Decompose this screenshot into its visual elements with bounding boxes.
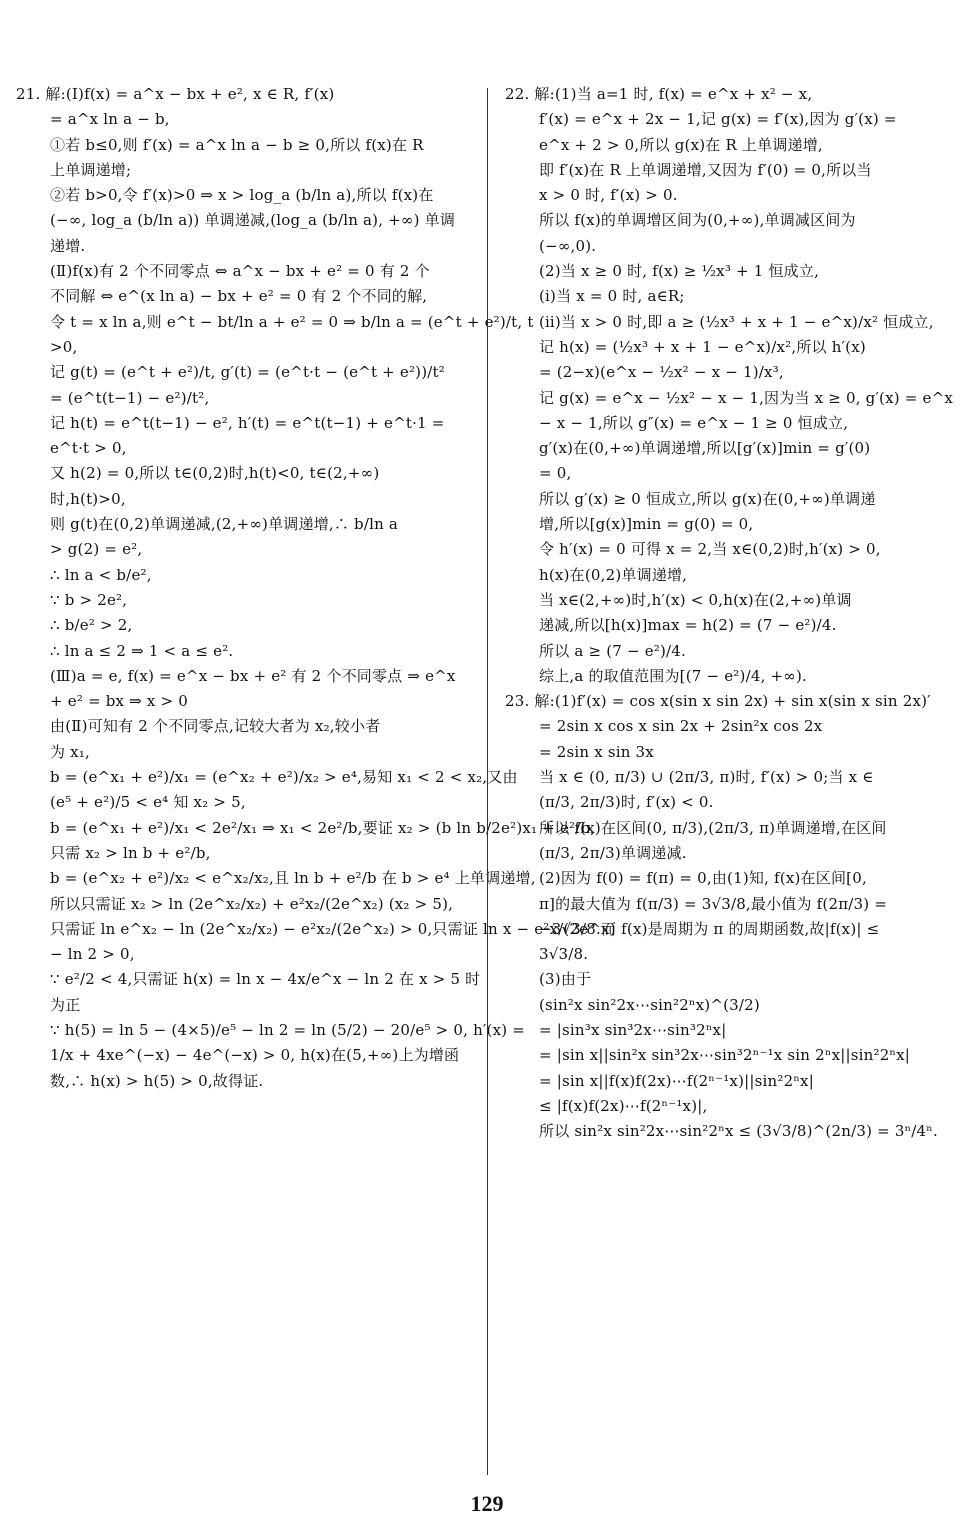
left-column-line: − ln 2 > 0, — [50, 945, 135, 964]
left-column-line: = (e^t(t−1) − e²)/t², — [50, 388, 210, 407]
left-column-line: (e⁵ + e²)/5 < e⁴ 知 x₂ > 5, — [50, 793, 246, 812]
right-column-line: e^x + 2 > 0,所以 g(x)在 R 上单调递增, — [539, 135, 823, 154]
left-column-line: 时,h(t)>0, — [50, 489, 126, 508]
left-column-line: 令 t = x ln a,则 e^t − bt/ln a + e² = 0 ⇒ b/ln a = (e^t + e²)/t, t — [50, 312, 534, 331]
left-column-line: 上单调递增; — [50, 160, 132, 179]
left-column-line: > g(2) = e², — [50, 540, 143, 559]
left-column-line: (Ⅱ)f(x)有 2 个不同零点 ⇔ a^x − bx + e² = 0 有 2 个 — [50, 262, 430, 281]
right-column-line: 23. 解:(1)f′(x) = cos x(sin x sin 2x) + sin x(sin x sin 2x)′ — [505, 692, 931, 711]
right-column-line: 综上,a 的取值范围为[(7 − e²)/4, +∞). — [539, 666, 807, 685]
left-column-line: ∴ ln a ≤ 2 ⇒ 1 < a ≤ e². — [50, 641, 234, 660]
right-column-line: f′(x) = e^x + 2x − 1,记 g(x) = f′(x),因为 g′(x) = — [539, 110, 897, 129]
right-column-line: (−∞,0). — [539, 236, 597, 255]
left-column-line: = a^x ln a − b, — [50, 110, 170, 129]
left-column-line: >0, — [50, 337, 78, 356]
right-column-line: 递减,所以[h(x)]max = h(2) = (7 − e²)/4. — [539, 616, 837, 635]
right-column-line: 记 h(x) = (½x³ + x + 1 − e^x)/x²,所以 h′(x) — [539, 337, 866, 356]
right-column-line: (3)由于 — [539, 970, 592, 989]
right-column-line: = |sin x||f(x)f(2x)⋯f(2ⁿ⁻¹x)||sin²2ⁿx| — [539, 1071, 814, 1090]
right-column-line: 当 x ∈ (0, π/3) ∪ (2π/3, π)时, f′(x) > 0;当 x ∈ — [539, 768, 874, 787]
left-column-line: 记 g(t) = (e^t + e²)/t, g′(t) = (e^t·t − (e^t + e²))/t² — [50, 363, 445, 382]
left-column-line: 则 g(t)在(0,2)单调递减,(2,+∞)单调递增,∴ b/ln a — [50, 515, 399, 534]
left-column-line: b = (e^x₁ + e²)/x₁ = (e^x₂ + e²)/x₂ > e⁴,易知 x₁ < 2 < x₂,又由 — [50, 768, 518, 787]
right-column-line: (sin²x sin²2x⋯sin²2ⁿx)^(3/2) — [539, 995, 760, 1014]
right-column-line: 当 x∈(2,+∞)时,h′(x) < 0,h(x)在(2,+∞)单调 — [539, 590, 852, 609]
left-column-line: (−∞, log_a (b/ln a)) 单调递减,(log_a (b/ln a), +∞) 单调 — [50, 211, 456, 230]
right-column-line: 即 f′(x)在 R 上单调递增,又因为 f′(0) = 0,所以当 — [539, 160, 872, 179]
right-column-line: π]的最大值为 f(π/3) = 3√3/8,最小值为 f(2π/3) = — [539, 894, 888, 913]
right-column-line: = |sin³x sin³2x⋯sin³2ⁿx| — [539, 1020, 727, 1039]
left-column-line: ②若 b>0,令 f′(x)>0 ⇒ x > log_a (b/ln a),所以 f(x)在 — [50, 186, 434, 205]
right-column-line: 所以 sin²x sin²2x⋯sin²2ⁿx ≤ (3√3/8)^(2n/3) = 3ⁿ/4ⁿ. — [539, 1122, 938, 1141]
left-column-line: 21. 解:(Ⅰ)f(x) = a^x − bx + e², x ∈ R, f′(x) — [16, 85, 335, 103]
page-number: 129 — [470, 1491, 504, 1516]
right-column-line: 记 g(x) = e^x − ½x² − x − 1,因为当 x ≥ 0, g′(x) = e^x — [539, 388, 954, 407]
left-column-line: ∵ e²/2 < 4,只需证 h(x) = ln x − 4x/e^x − ln 2 在 x > 5 时 — [50, 970, 481, 989]
right-column-line: ≤ |f(x)f(2x)⋯f(2ⁿ⁻¹x)|, — [539, 1096, 708, 1115]
right-column-line: = 2sin x sin 3x — [539, 742, 654, 761]
left-column-line: 递增. — [50, 236, 86, 255]
right-column-line: = |sin x||sin²x sin³2x⋯sin³2ⁿ⁻¹x sin 2ⁿx||sin²2ⁿx| — [539, 1046, 911, 1065]
left-column-line: b = (e^x₂ + e²)/x₂ < e^x₂/x₂,且 ln b + e²/b 在 b > e⁴ 上单调递增, — [50, 869, 536, 888]
right-column-line: (π/3, 2π/3)时, f′(x) < 0. — [539, 793, 714, 812]
right-column-line: 增,所以[g(x)]min = g(0) = 0, — [539, 515, 754, 534]
right-column-line: (ⅱ)当 x > 0 时,即 a ≥ (½x³ + x + 1 − e^x)/x² 恒成立, — [539, 312, 934, 331]
right-column-line: 22. 解:(1)当 a=1 时, f(x) = e^x + x² − x, — [505, 85, 813, 103]
left-column-line: 为正 — [50, 995, 81, 1014]
left-column-line: 为 x₁, — [50, 742, 91, 761]
column-divider — [487, 88, 488, 1475]
left-column-line: b = (e^x₁ + e²)/x₁ < 2e²/x₁ ⇒ x₁ < 2e²/b,要证 x₂ > (b ln b/2e²)x₁ + e²/b, — [50, 818, 596, 837]
left-column-line: ∵ h(5) = ln 5 − (4×5)/e⁵ − ln 2 = ln (5/2) − 20/e⁵ > 0, h′(x) = — [50, 1020, 526, 1039]
right-column-line: x > 0 时, f′(x) > 0. — [539, 186, 678, 205]
right-column-line: (2)因为 f(0) = f(π) = 0,由(1)知, f(x)在区间[0, — [539, 869, 867, 888]
right-column-line: (ⅰ)当 x = 0 时, a∈R; — [539, 287, 685, 306]
right-column-line: −3√3/8.而 f(x)是周期为 π 的周期函数,故|f(x)| ≤ — [539, 919, 880, 938]
right-column-line: 所以 f(x)在区间(0, π/3),(2π/3, π)单调递增,在区间 — [539, 818, 887, 837]
right-column-line: 令 h′(x) = 0 可得 x = 2,当 x∈(0,2)时,h′(x) > 0, — [539, 540, 881, 559]
right-column-line: 所以 g′(x) ≥ 0 恒成立,所以 g(x)在(0,+∞)单调递 — [539, 489, 876, 508]
right-column-line: = (2−x)(e^x − ½x² − x − 1)/x³, — [539, 363, 784, 382]
right-column-line: = 0, — [539, 464, 572, 483]
right-column-line: (2)当 x ≥ 0 时, f(x) ≥ ½x³ + 1 恒成立, — [539, 262, 820, 281]
right-column-line: − x − 1,所以 g″(x) = e^x − 1 ≥ 0 恒成立, — [539, 413, 849, 432]
left-column-line: 不同解 ⇔ e^(x ln a) − bx + e² = 0 有 2 个不同的解, — [50, 287, 428, 306]
left-column-line: 只需 x₂ > ln b + e²/b, — [50, 843, 211, 862]
right-column-line: = 2sin x cos x sin 2x + 2sin²x cos 2x — [539, 717, 823, 736]
left-column-line: (Ⅲ)a = e, f(x) = e^x − bx + e² 有 2 个不同零点 ⇒ e^x — [50, 666, 456, 685]
right-column — [505, 82, 957, 1144]
left-column-line: ∴ ln a < b/e², — [50, 565, 152, 584]
right-column-line: 3√3/8. — [539, 945, 589, 964]
left-column-line: 所以只需证 x₂ > ln (2e^x₂/x₂) + e²x₂/(2e^x₂) (x₂ > 5), — [50, 894, 454, 913]
left-column-line: ∵ b > 2e², — [50, 590, 128, 609]
right-column-line: h(x)在(0,2)单调递增, — [539, 565, 688, 584]
left-column-line: ∴ b/e² > 2, — [50, 616, 133, 635]
left-column-line: 由(Ⅱ)可知有 2 个不同零点,记较大者为 x₂,较小者 — [50, 717, 381, 736]
right-column-line: 所以 a ≥ (7 − e²)/4. — [539, 641, 687, 660]
left-column-line: e^t·t > 0, — [50, 439, 127, 458]
left-column-line: 1/x + 4xe^(−x) − 4e^(−x) > 0, h(x)在(5,+∞)上为增函 — [50, 1046, 460, 1065]
right-column-line: 所以 f(x)的单调增区间为(0,+∞),单调减区间为 — [539, 211, 856, 230]
left-column-line: 数,∴ h(x) > h(5) > 0,故得证. — [50, 1071, 264, 1090]
right-column-line: g′(x)在(0,+∞)单调递增,所以[g′(x)]min = g′(0) — [539, 439, 871, 458]
left-column-line: 记 h(t) = e^t(t−1) − e², h′(t) = e^t(t−1) + e^t·1 = — [50, 413, 445, 432]
left-column-line: 又 h(2) = 0,所以 t∈(0,2)时,h(t)<0, t∈(2,+∞) — [50, 464, 380, 483]
right-column-line: (π/3, 2π/3)单调递减. — [539, 843, 687, 862]
left-column-line: ①若 b≤0,则 f′(x) = a^x ln a − b ≥ 0,所以 f(x)在 R — [50, 135, 424, 154]
left-column-line: 只需证 ln e^x₂ − ln (2e^x₂/x₂) − e²x₂/(2e^x₂) > 0,只需证 ln x − e²x/(2e^x) — [50, 919, 616, 938]
left-column-line: + e² = bx ⇒ x > 0 — [50, 692, 189, 711]
